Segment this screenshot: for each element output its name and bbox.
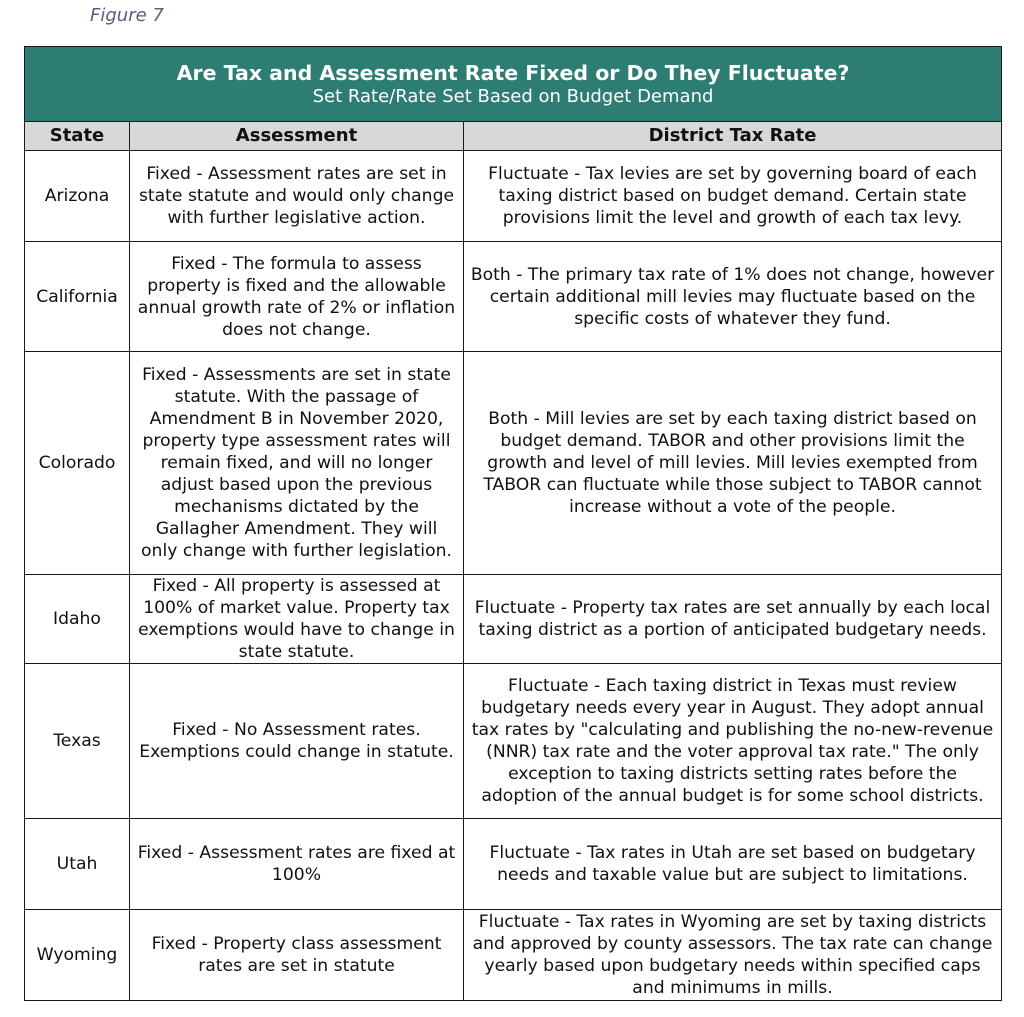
state-cell: Texas	[25, 664, 130, 819]
assessment-cell: Fixed - Assessment rates are fixed at 100%	[130, 819, 464, 910]
state-cell: Idaho	[25, 575, 130, 664]
state-cell: Utah	[25, 819, 130, 910]
assessment-cell: Fixed - The formula to assess property is fixed and the allowable annual growth rate of 2% or inflation does not change.	[130, 242, 464, 352]
assessment-cell: Fixed - All property is assessed at 100% of market value. Property tax exemptions would have to change in state statute.	[130, 575, 464, 664]
column-header-assessment: Assessment	[130, 122, 464, 151]
assessment-cell: Fixed - Assessment rates are set in state statute and would only change with further legislative action.	[130, 151, 464, 242]
column-header-district-tax-rate: District Tax Rate	[464, 122, 1002, 151]
column-header-state: State	[25, 122, 130, 151]
table-row	[25, 242, 1002, 352]
district-tax-rate-cell: Fluctuate - Property tax rates are set annually by each local taxing district as a portion of anticipated budgetary needs.	[464, 575, 1002, 664]
table-row	[25, 664, 1002, 819]
table-row	[25, 352, 1002, 575]
table-title-cell	[25, 47, 1002, 122]
tax-rate-table	[24, 46, 1002, 1001]
table-row	[25, 910, 1002, 1001]
state-cell: California	[25, 242, 130, 352]
assessment-cell: Fixed - Property class assessment rates are set in statute	[130, 910, 464, 1001]
table-row	[25, 151, 1002, 242]
column-header-row	[25, 122, 1002, 151]
table-row	[25, 819, 1002, 910]
district-tax-rate-cell: Both - The primary tax rate of 1% does not change, however certain additional mill levies may fluctuate based on the specific costs of whatever they fund.	[464, 242, 1002, 352]
table-row	[25, 575, 1002, 664]
state-cell: Wyoming	[25, 910, 130, 1001]
state-cell: Arizona	[25, 151, 130, 242]
district-tax-rate-cell: Fluctuate - Each taxing district in Texas must review budgetary needs every year in August. They adopt annual tax rates by "calculating and publishing the no-new-revenue (NNR) tax rate and the voter approval tax rate." The only exception to taxing districts setting rates before the adoption of the annual budget is for some school districts.	[464, 664, 1002, 819]
district-tax-rate-cell: Fluctuate - Tax rates in Utah are set based on budgetary needs and taxable value but are subject to limitations.	[464, 819, 1002, 910]
district-tax-rate-cell: Fluctuate - Tax levies are set by governing board of each taxing district based on budget demand. Certain state provisions limit the level and growth of each tax levy.	[464, 151, 1002, 242]
state-cell: Colorado	[25, 352, 130, 575]
table-subtitle: Set Rate/Rate Set Based on Budget Demand	[312, 86, 714, 107]
figure-label: Figure 7	[90, 5, 164, 26]
assessment-cell: Fixed - Assessments are set in state statute. With the passage of Amendment B in November 2020, property type assessment rates will remain fixed, and will no longer adjust based upon the previous mechanisms dictated by the Gallagher Amendment. They will only change with further legislation.	[130, 352, 464, 575]
district-tax-rate-cell: Fluctuate - Tax rates in Wyoming are set by taxing districts and approved by county assessors. The tax rate can change yearly based upon budgetary needs within specified caps and minimums in mills.	[464, 910, 1002, 1001]
district-tax-rate-cell: Both - Mill levies are set by each taxing district based on budget demand. TABOR and other provisions limit the growth and level of mill levies. Mill levies exempted from TABOR can fluctuate while those subject to TABOR cannot increase without a vote of the people.	[464, 352, 1002, 575]
table-title: Are Tax and Assessment Rate Fixed or Do They Fluctuate?	[176, 61, 850, 85]
assessment-cell: Fixed - No Assessment rates. Exemptions could change in statute.	[130, 664, 464, 819]
